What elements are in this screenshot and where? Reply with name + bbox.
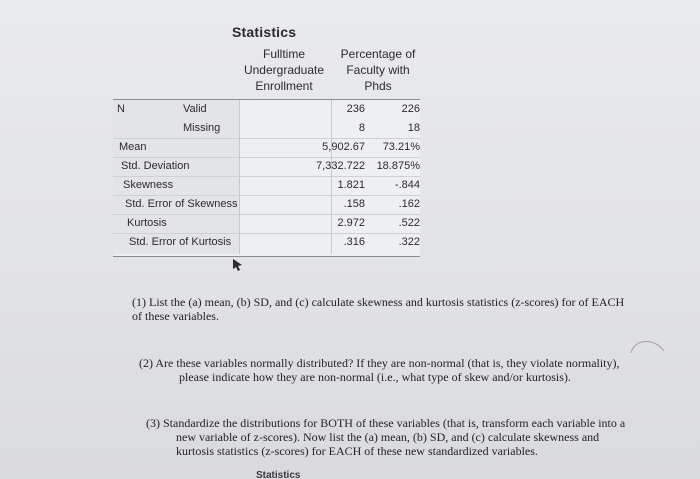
column-header-faculty-phds bbox=[336, 46, 420, 94]
row-label: Skewness bbox=[123, 179, 174, 191]
table-row-std-deviation bbox=[113, 157, 420, 176]
question-line: new variable of z-scores). Now list the (a) mean, (b) SD, and (c) calculate skewness and bbox=[176, 430, 600, 444]
row-label: Std. Deviation bbox=[121, 160, 190, 172]
cell-faculty-phds: -.844 bbox=[394, 179, 420, 191]
cell-enrollment: 5,902.67 bbox=[322, 141, 365, 153]
cell-faculty-phds: .322 bbox=[398, 236, 420, 248]
row-label: Std. Error of Kurtosis bbox=[129, 236, 232, 248]
cell-enrollment: 8 bbox=[358, 122, 365, 134]
question-3 bbox=[146, 416, 666, 458]
cell-faculty-phds: 226 bbox=[401, 103, 420, 115]
cell-enrollment: 7,332.722 bbox=[316, 160, 365, 172]
cell-faculty-phds: 73.21% bbox=[382, 141, 420, 153]
row-label: Kurtosis bbox=[127, 217, 167, 229]
row-label: Mean bbox=[119, 141, 147, 153]
cell-enrollment: 236 bbox=[346, 103, 365, 115]
column-header-line: Undergraduate bbox=[243, 63, 325, 77]
table-row-std-error-kurtosis bbox=[113, 233, 420, 252]
question-line: (3) Standardize the distributions for BOTH of these variables (that is, transform each variable into a bbox=[146, 416, 626, 430]
table-row-n-missing bbox=[113, 119, 420, 138]
table-title: Statistics bbox=[232, 24, 297, 40]
row-label: N bbox=[117, 103, 125, 115]
mouse-cursor-icon bbox=[232, 258, 244, 272]
question-2 bbox=[139, 356, 684, 384]
table-row-kurtosis bbox=[113, 214, 420, 233]
row-label: Std. Error of Skewness bbox=[125, 198, 238, 210]
row-sublabel: Missing bbox=[183, 122, 221, 134]
bottom-table-title: Statistics bbox=[256, 470, 301, 479]
column-header-line: Percentage of bbox=[340, 47, 416, 61]
table-row-mean bbox=[113, 138, 420, 157]
question-line: (2) Are these variables normally distributed? If they are non-normal (that is, they violate normality), bbox=[139, 356, 620, 370]
question-line: of these variables. bbox=[132, 309, 219, 323]
cell-enrollment: .158 bbox=[343, 198, 365, 210]
cell-faculty-phds: 18.875% bbox=[376, 160, 420, 172]
cell-enrollment: 2.972 bbox=[337, 217, 365, 229]
question-line: please indicate how they are non-normal (i.e., what type of skew and/or kurtosis). bbox=[179, 370, 571, 384]
cell-faculty-phds: .522 bbox=[398, 217, 420, 229]
cell-enrollment: .316 bbox=[343, 236, 365, 248]
column-header-line: Fulltime bbox=[262, 47, 305, 61]
row-sublabel: Valid bbox=[183, 103, 207, 115]
question-line: kurtosis statistics (z-scores) for EACH of these new standardized variables. bbox=[176, 444, 538, 458]
cell-faculty-phds: 18 bbox=[407, 122, 420, 134]
question-line: (1) List the (a) mean, (b) SD, and (c) calculate skewness and kurtosis statistics (z-scores) for of EACH bbox=[132, 295, 625, 309]
cell-enrollment: 1.821 bbox=[337, 179, 365, 191]
column-header-line: Phds bbox=[364, 79, 392, 93]
column-header-line: Enrollment bbox=[255, 79, 313, 93]
column-header-enrollment bbox=[238, 46, 330, 94]
table-row-std-error-skewness bbox=[113, 195, 420, 214]
table-row-skewness bbox=[113, 176, 420, 195]
question-1 bbox=[132, 295, 698, 323]
cell-faculty-phds: .162 bbox=[398, 198, 420, 210]
table-row-n-valid bbox=[113, 100, 420, 119]
column-header-line: Faculty with bbox=[346, 63, 410, 77]
